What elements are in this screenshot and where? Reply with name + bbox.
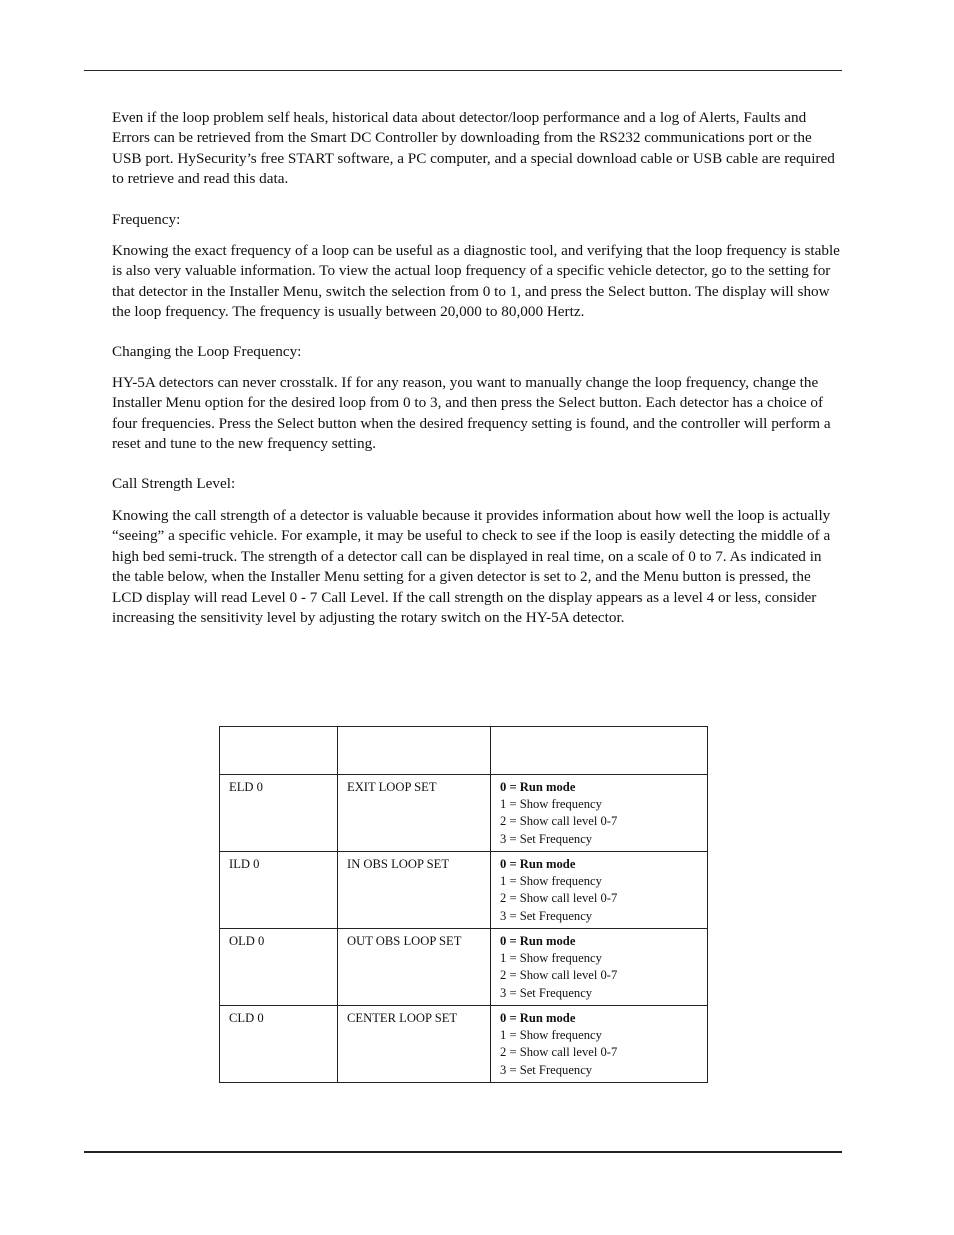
name-cell: CENTER LOOP SET (338, 1006, 491, 1083)
table-header-cell (491, 727, 708, 775)
code-cell: ELD 0 (220, 775, 338, 852)
option-item: 3 = Set Frequency (500, 831, 593, 846)
table-row (220, 775, 708, 852)
intro-paragraph: Even if the loop problem self heals, historical data about detector/loop performance and a log of Alerts, Faults and Errors can be retrieved from the Smart DC Controller by downloading from the RS232 communications port or the USB port. HySecurity’s free START software, a PC computer, and a special download cable or USB cable are required to retrieve and read this data. (112, 109, 835, 188)
table-header-row (220, 727, 708, 775)
call-strength-paragraph: Knowing the call strength of a detector is valuable because it provides information about how well the loop is actually “seeing” a specific vehicle. For example, it may be useful to check to see if the loop is easily detecting the middle of a high bed semi-truck. The strength of a detector call can be displayed in real time, on a scale of 0 to 7. As indicated in the table below, when the Installer Menu setting for a given detector is set to 2, and the Menu button is pressed, the LCD display will read Level 0 - 7 Call Level. If the call strength on the display appears as a level 4 or less, consider increasing the sensitivity level by adjusting the rotary switch on the HY-5A detector. (112, 507, 831, 627)
options-cell (491, 929, 708, 1006)
frequency-heading: Frequency: (112, 211, 181, 228)
top-rule (84, 70, 842, 71)
option-item: 2 = Show call level 0-7 (500, 968, 618, 983)
option-item: 2 = Show call level 0-7 (500, 891, 618, 906)
option-item: 0 = Run mode (500, 934, 576, 948)
name-cell: EXIT LOOP SET (338, 775, 491, 852)
table-row (220, 852, 708, 929)
code-cell: CLD 0 (220, 1006, 338, 1083)
option-item: 1 = Show frequency (500, 951, 602, 966)
option-item: 1 = Show frequency (500, 1028, 602, 1043)
option-item: 3 = Set Frequency (500, 1062, 593, 1077)
options-cell (491, 1006, 708, 1083)
option-item: 1 = Show frequency (500, 874, 602, 889)
code-cell: OLD 0 (220, 929, 338, 1006)
name-cell: IN OBS LOOP SET (338, 852, 491, 929)
option-item: 3 = Set Frequency (500, 985, 593, 1000)
option-item: 3 = Set Frequency (500, 908, 593, 923)
call-strength-heading: Call Strength Level: (112, 475, 236, 492)
option-item: 0 = Run mode (500, 857, 576, 871)
changing-frequency-paragraph: HY-5A detectors can never crosstalk. If for any reason, you want to manually change the loop frequency, change the Installer Menu option for the desired loop from 0 to 3, and then press the Select button. Each detector has a choice of four frequencies. Press the Select button when the desired frequency setting is found, and the controller will perform a reset and tune to the new frequency setting. (112, 374, 831, 453)
table-row (220, 929, 708, 1006)
options-cell (491, 852, 708, 929)
installer-menu-table (219, 726, 708, 1083)
code-cell: ILD 0 (220, 852, 338, 929)
frequency-paragraph: Knowing the exact frequency of a loop can be useful as a diagnostic tool, and verifying that the loop frequency is stable is also very valuable information. To view the actual loop frequency of a specific vehicle detector, go to the setting for that detector in the Installer Menu, switch the selection from 0 to 1, and press the Select button. The display will show the loop frequency. The frequency is usually between 20,000 to 80,000 Hertz. (112, 242, 840, 321)
bottom-rule (84, 1151, 842, 1153)
option-item: 1 = Show frequency (500, 797, 602, 812)
option-item: 2 = Show call level 0-7 (500, 814, 618, 829)
table-row (220, 1006, 708, 1083)
changing-frequency-heading: Changing the Loop Frequency: (112, 343, 302, 360)
name-cell: OUT OBS LOOP SET (338, 929, 491, 1006)
option-item: 2 = Show call level 0-7 (500, 1045, 618, 1060)
table-header-cell (220, 727, 338, 775)
table-header-cell (338, 727, 491, 775)
option-item: 0 = Run mode (500, 780, 576, 794)
options-cell (491, 775, 708, 852)
option-item: 0 = Run mode (500, 1011, 576, 1025)
